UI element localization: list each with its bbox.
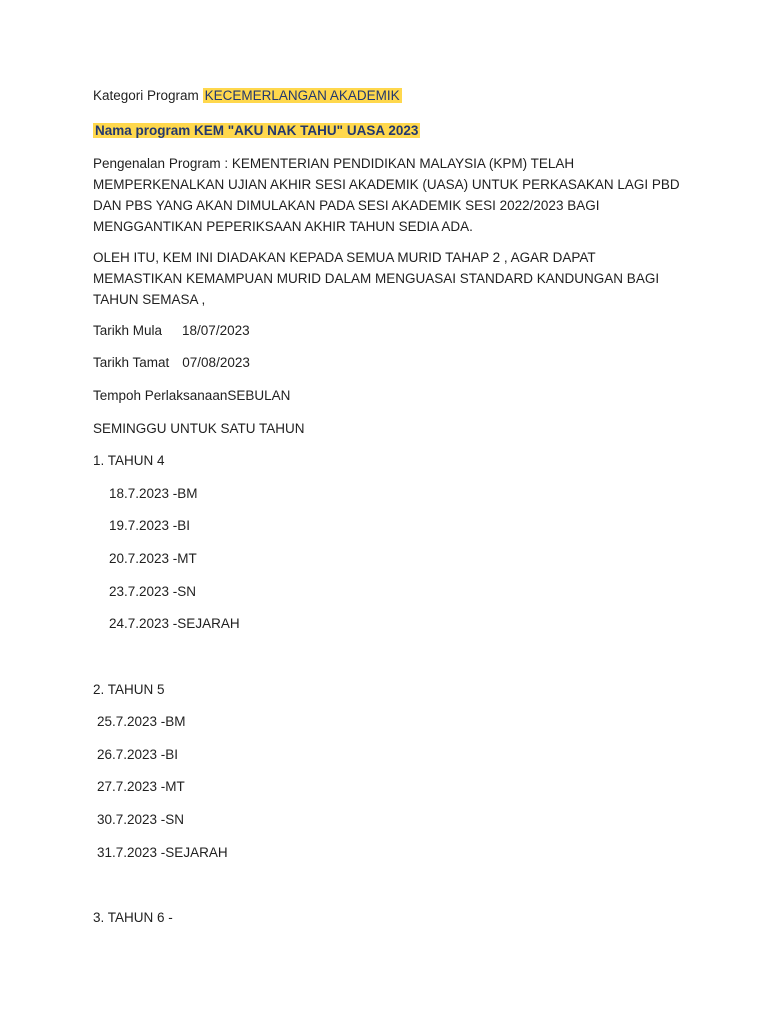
purpose-paragraph [93, 247, 673, 310]
purpose-line: TAHUN SEMASA , [93, 292, 206, 307]
tahun4-heading: 1. TAHUN 4 [93, 453, 165, 468]
purpose-line: MEMASTIKAN KEMAMPUAN MURID DALAM MENGUASAI STANDARD KANDUNGAN BAGI [93, 271, 660, 286]
tahun5-heading: 2. TAHUN 5 [93, 682, 165, 697]
schedule-item: 25.7.2023 -BM [97, 714, 186, 729]
category-line [93, 86, 402, 106]
schedule-note: SEMINGGU UNTUK SATU TAHUN [93, 421, 305, 436]
duration-label: Tempoh Perlaksanaan [93, 388, 228, 403]
schedule-item: 27.7.2023 -MT [97, 779, 185, 794]
duration-value: SEBULAN [227, 388, 291, 403]
program-name-line [93, 121, 420, 141]
category-label: Kategori Program [93, 88, 199, 103]
intro-line: MEMPERKENALKAN UJIAN AKHIR SESI AKADEMIK (UASA) UNTUK PERKASAKAN LAGI PBD [93, 177, 680, 192]
end-date-label: Tarikh Tamat [93, 355, 170, 370]
schedule-item: 18.7.2023 -BM [109, 486, 198, 501]
schedule-item: 31.7.2023 -SEJARAH [97, 845, 228, 860]
start-date-line [93, 321, 250, 341]
schedule-item: 23.7.2023 -SN [109, 584, 197, 599]
schedule-item: 20.7.2023 -MT [109, 551, 197, 566]
intro-line: Pengenalan Program : KEMENTERIAN PENDIDIKAN MALAYSIA (KPM) TELAH [93, 156, 575, 171]
schedule-item: 24.7.2023 -SEJARAH [109, 616, 240, 631]
duration-line [93, 386, 290, 406]
intro-line: MENGGANTIKAN PEPERIKSAAN AKHIR TAHUN SEDIA ADA. [93, 219, 473, 234]
intro-line: DAN PBS YANG AKAN DIMULAKAN PADA SESI AKADEMIK SESI 2022/2023 BAGI [93, 198, 600, 213]
schedule-item: 26.7.2023 -BI [97, 747, 179, 762]
end-date-line [93, 353, 250, 373]
intro-paragraph [93, 153, 680, 237]
category-value: KECEMERLANGAN AKADEMIK [204, 88, 400, 103]
end-date-value: 07/08/2023 [182, 355, 250, 370]
program-name: Nama program KEM "AKU NAK TAHU" UASA 2023 [95, 123, 419, 138]
purpose-line: OLEH ITU, KEM INI DIADAKAN KEPADA SEMUA MURID TAHAP 2 , AGAR DAPAT [93, 250, 596, 265]
tahun6-heading: 3. TAHUN 6 - [93, 910, 173, 925]
start-date-value: 18/07/2023 [182, 323, 250, 338]
schedule-item: 19.7.2023 -BI [109, 518, 191, 533]
schedule-item: 30.7.2023 -SN [97, 812, 185, 827]
start-date-label: Tarikh Mula [93, 323, 163, 338]
